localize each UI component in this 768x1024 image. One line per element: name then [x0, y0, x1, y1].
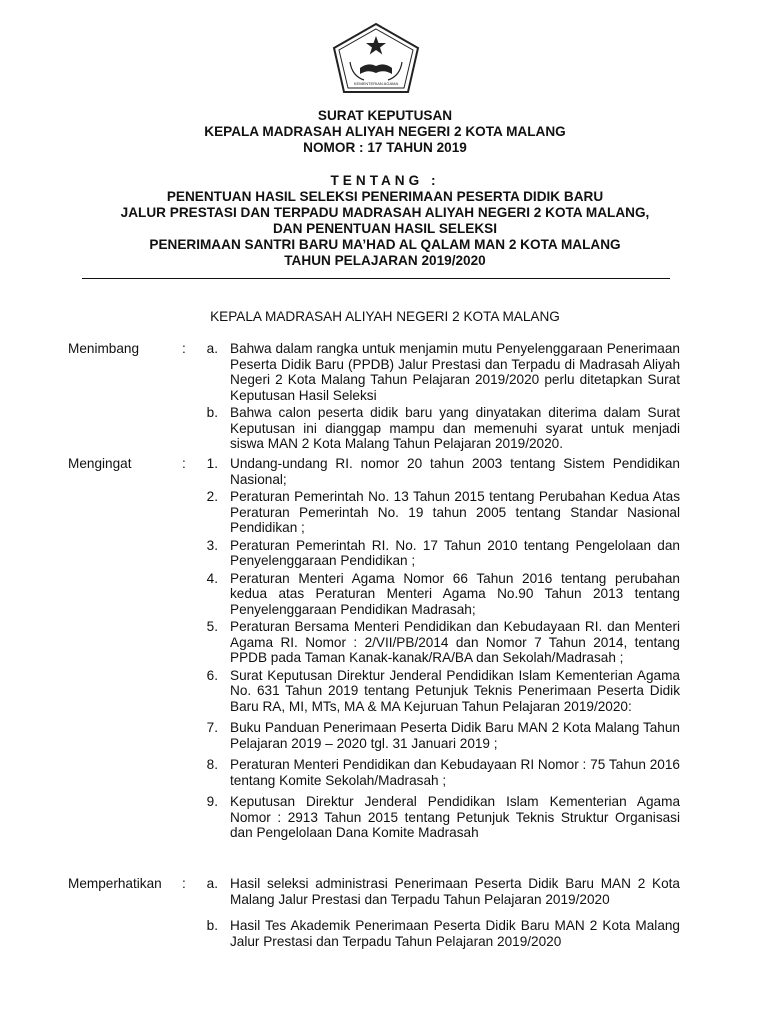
logo-text: KEMENTERIAN AGAMA [353, 81, 399, 86]
item-text: Bahwa dalam rangka untuk menjamin mutu Penyelenggaraan Penerimaan Peserta Didik Baru (PPDB) Jalur Prestasi dan Terpadu di Madrasah Aliyah Negeri 2 Kota Malang Tahun Pelajaran 2019/2020 perlu ditetapkan Surat Keputusan Hasil Seleksi [230, 341, 680, 403]
item-number: 8. [206, 757, 218, 772]
title-line-4: PENERIMAAN SANTRI BARU MA’HAD AL QALAM MAN 2 KOTA MALANG [149, 237, 621, 252]
item-text: Peraturan Pemerintah No. 13 Tahun 2015 tentang Perubahan Kedua Atas Peraturan Pemerintah No. 19 tahun 2005 tentang Standar Nasional Pendidikan ; [230, 489, 680, 535]
list-item [196, 876, 680, 907]
item-text: Keputusan Direktur Jenderal Pendidikan Islam Kementerian Agama Nomor : 2913 Tahun 2015 tentang Petunjuk Teknis Struktur Organisasi dan Pengelolaan Dana Komite Madrasah [230, 794, 680, 840]
item-text: Bahwa calon peserta didik baru yang dinyatakan diterima dalam Surat Keputusan ini dianggap mampu dan memenuhi syarat untuk menjadi siswa MAN 2 Kota Malang Tahun Pelajaran 2019/2020. [230, 405, 680, 451]
list-item [196, 341, 680, 403]
item-number: 6. [206, 667, 218, 683]
menimbang-section [68, 341, 680, 452]
list-item [196, 619, 680, 666]
item-number: b. [206, 405, 218, 420]
document-header [70, 108, 700, 269]
menimbang-label: Menimbang [68, 341, 140, 356]
item-text: Peraturan Menteri Agama Nomor 66 Tahun 2016 tentang perubahan kedua atas Peraturan Menteri Agama No.90 Tahun 2013 tentang Penyelenggaraan Pendidikan Madrasah; [230, 570, 680, 617]
list-item [196, 757, 680, 788]
item-number: 2. [206, 489, 218, 504]
list-item [196, 456, 680, 487]
menimbang-colon: : [182, 341, 186, 356]
memperhatikan-label: Memperhatikan [68, 876, 162, 891]
item-number: 4. [206, 570, 218, 586]
mengingat-section [68, 456, 680, 841]
header-line-1: SURAT KEPUTUSAN [317, 108, 453, 123]
header-divider [82, 278, 670, 279]
kementerian-agama-logo [330, 22, 422, 96]
item-text: Peraturan Bersama Menteri Pendidikan dan Kebudayaan RI. dan Menteri Agama RI. Nomor : 2/VII/PB/2014 dan Nomor 7 Tahun 2014, tentang PPDB pada Taman Kanak-kanak/RA/BA dan Sekolah/Madrasah ; [230, 619, 680, 665]
item-text: Hasil Tes Akademik Penerimaan Peserta Didik Baru MAN 2 Kota Malang Jalur Prestasi dan Terpadu Tahun Pelajaran 2019/2020 [230, 918, 680, 949]
item-number: 9. [206, 794, 218, 809]
subject-line: KEPALA MADRASAH ALIYAH NEGERI 2 KOTA MALANG [210, 309, 560, 324]
item-number: a. [206, 876, 218, 891]
item-number: 3. [206, 537, 218, 553]
header-line-2: KEPALA MADRASAH ALIYAH NEGERI 2 KOTA MALANG [204, 124, 566, 139]
mengingat-label: Mengingat [68, 456, 132, 471]
list-item [196, 405, 680, 452]
item-number: a. [206, 341, 218, 356]
tentang-heading: TENTANG : [330, 173, 440, 188]
item-text: Undang-undang RI. nomor 20 tahun 2003 tentang Sistem Pendidikan Nasional; [230, 456, 680, 487]
item-text: Buku Panduan Penerimaan Peserta Didik Baru MAN 2 Kota Malang Tahun Pelajaran 2019 – 2020 tgl. 31 Januari 2019 ; [230, 720, 680, 751]
item-number: 1. [206, 456, 218, 471]
mengingat-colon: : [182, 456, 186, 471]
item-number: 5. [206, 619, 218, 634]
title-line-2: JALUR PRESTASI DAN TERPADU MADRASAH ALIYAH NEGERI 2 KOTA MALANG, [120, 205, 650, 220]
list-item [196, 538, 680, 569]
item-text: Hasil seleksi administrasi Penerimaan Peserta Didik Baru MAN 2 Kota Malang Jalur Prestasi dan Terpadu Tahun Pelajaran 2019/2020 [230, 876, 680, 907]
list-item [196, 720, 680, 751]
header-line-3: NOMOR : 17 TAHUN 2019 [303, 140, 467, 155]
item-number: b. [206, 918, 218, 933]
list-item [196, 794, 680, 841]
title-line-3: DAN PENENTUAN HASIL SELEKSI [272, 221, 498, 236]
list-item [196, 668, 680, 715]
title-line-5: TAHUN PELAJARAN 2019/2020 [284, 253, 486, 268]
title-line-1: PENENTUAN HASIL SELEKSI PENERIMAAN PESERTA DIDIK BARU [166, 189, 604, 204]
list-item [196, 918, 680, 949]
item-text: Peraturan Menteri Pendidikan dan Kebudayaan RI Nomor : 75 Tahun 2016 tentang Komite Sekolah/Madrasah ; [230, 757, 680, 788]
item-number: 7. [206, 720, 218, 735]
list-item [196, 489, 680, 536]
item-text: Surat Keputusan Direktur Jenderal Pendidikan Islam Kementerian Agama No. 631 Tahun 2019 tentang Petunjuk Teknis Penerimaan Peserta Didik Baru RA, MI, MTs, MA & MA Kejuruan Tahun Pelajaran 2019/2020: [230, 667, 680, 714]
memperhatikan-section [68, 876, 680, 949]
memperhatikan-colon: : [182, 876, 186, 891]
item-text: Peraturan Pemerintah RI. No. 17 Tahun 2010 tentang Pengelolaan dan Penyelenggaraan Pendidikan ; [230, 537, 680, 568]
list-item [196, 571, 680, 618]
